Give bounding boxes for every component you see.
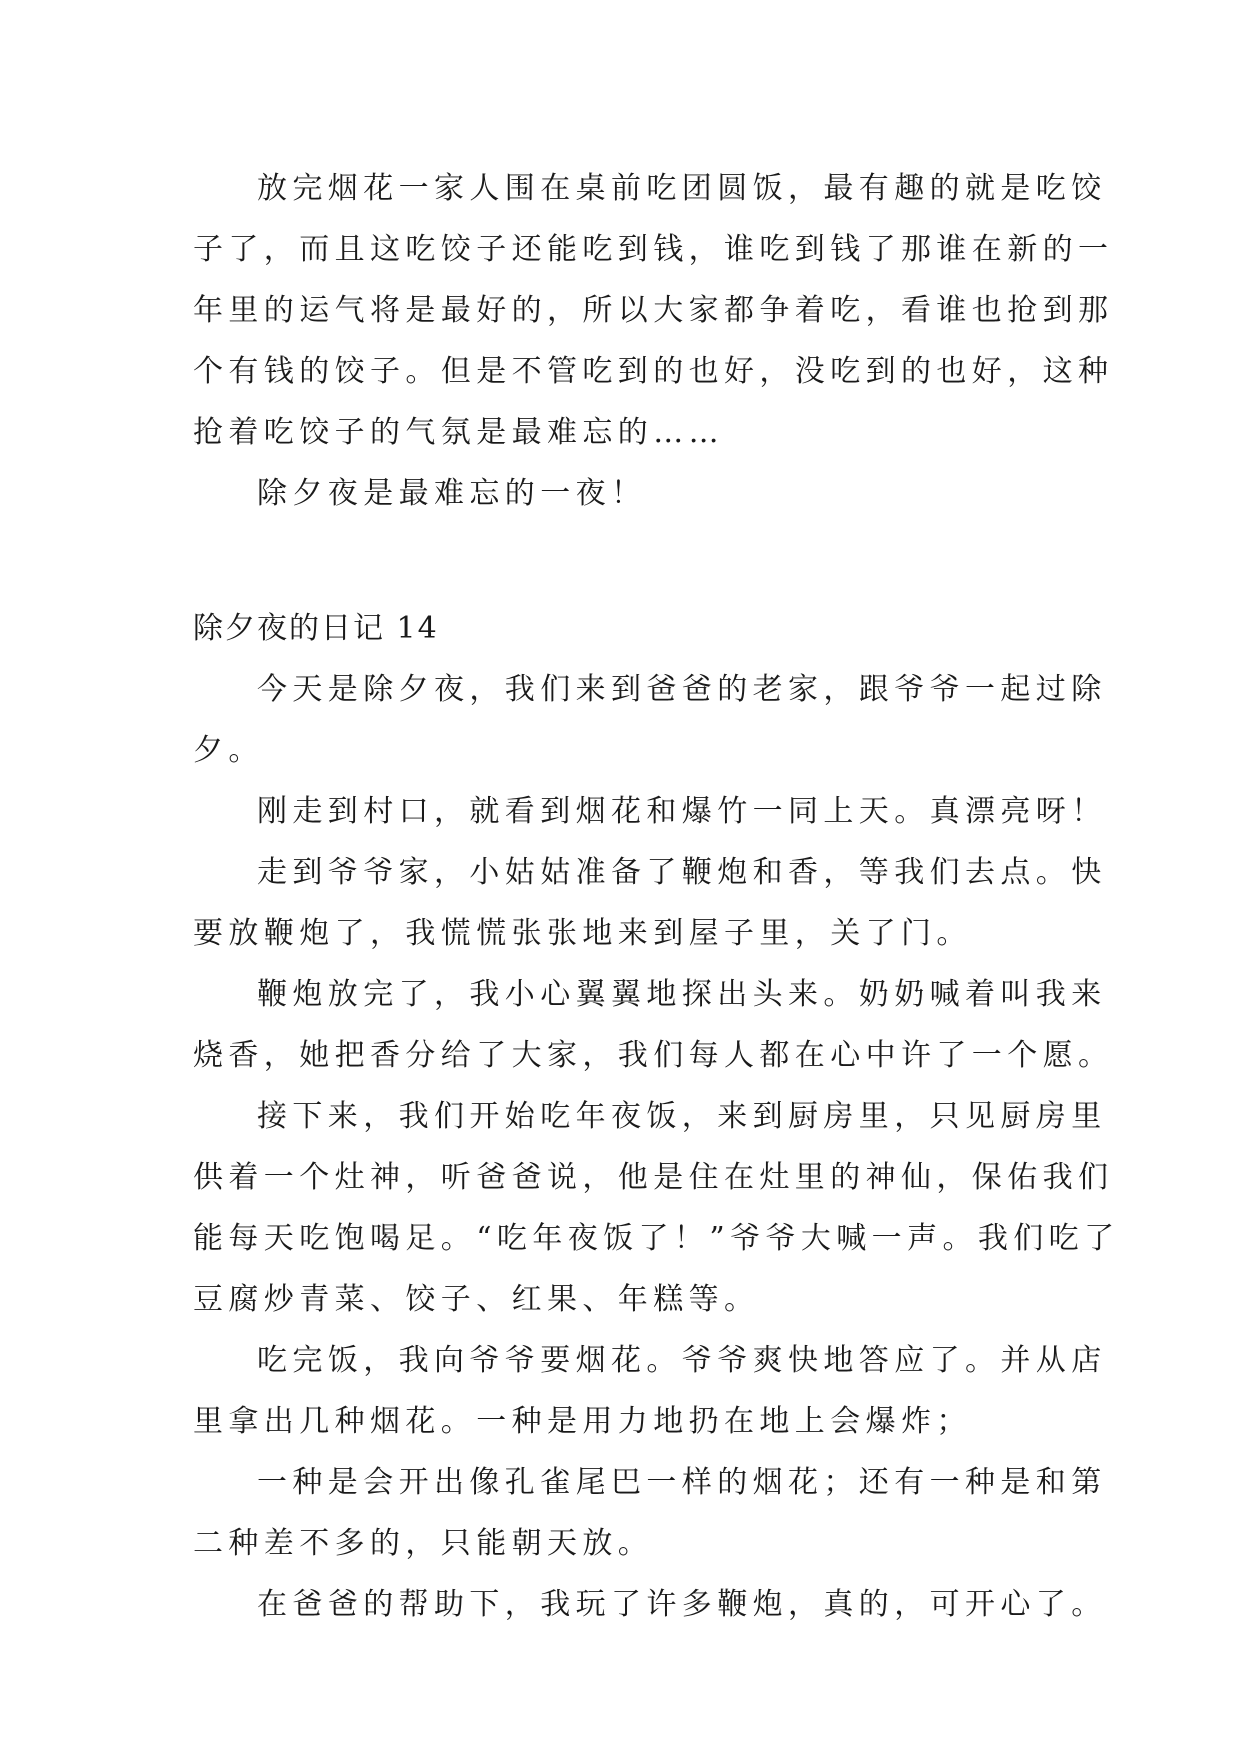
text-line: 年里的运气将是最好的，所以大家都争着吃，看谁也抢到那 (193, 293, 1114, 328)
text-line: 接下来，我们开始吃年夜饭，来到厨房里，只见厨房里 (257, 1099, 1107, 1134)
paragraph (193, 1574, 1107, 1635)
text-line: 在爸爸的帮助下，我玩了许多鞭炮，真的，可开心了。 (257, 1587, 1107, 1622)
text-line: 个有钱的饺子。但是不管吃到的也好，没吃到的也好，这种 (193, 354, 1114, 389)
text-line: 抢着吃饺子的气氛是最难忘的…… (193, 415, 724, 450)
paragraph (193, 1330, 1107, 1452)
paragraph (193, 463, 1063, 524)
paragraph (193, 781, 1107, 842)
text-line: 要放鞭炮了，我慌慌张张地来到屋子里，关了门。 (193, 916, 972, 951)
text-line: 走到爷爷家，小姑姑准备了鞭炮和香，等我们去点。快 (257, 855, 1107, 890)
text-line: 放完烟花一家人围在桌前吃团圆饭，最有趣的就是吃饺 (257, 171, 1107, 206)
document-page (193, 158, 1120, 1635)
section-spacer (193, 524, 1063, 598)
text-line: 豆腐炒青菜、饺子、红果、年糕等。 (193, 1282, 760, 1317)
text-line: 今天是除夕夜，我们来到爸爸的老家，跟爷爷一起过除 (257, 672, 1107, 707)
paragraph (193, 1452, 1107, 1574)
text-line: 里拿出几种烟花。一种是用力地扔在地上会爆炸； (193, 1404, 972, 1439)
text-line: 夕。 (193, 733, 264, 768)
text-line: 一种是会开出像孔雀尾巴一样的烟花；还有一种是和第 (257, 1465, 1107, 1500)
text-line: 刚走到村口，就看到烟花和爆竹一同上天。真漂亮呀！ (257, 794, 1107, 829)
text-line: 能每天吃饱喝足。“吃年夜饭了！”爷爷大喊一声。我们吃了 (193, 1221, 1120, 1256)
section-title: 除夕夜的日记 14 (193, 611, 439, 646)
paragraph (193, 1086, 1120, 1330)
paragraph (193, 842, 1107, 964)
paragraph (193, 964, 1114, 1086)
text-line: 子了，而且这吃饺子还能吃到钱，谁吃到钱了那谁在新的一 (193, 232, 1114, 267)
text-line: 二种差不多的，只能朝天放。 (193, 1526, 654, 1561)
text-line: 供着一个灶神，听爸爸说，他是住在灶里的神仙，保佑我们 (193, 1160, 1114, 1195)
paragraph (193, 158, 1114, 463)
text-line: 吃完饭，我向爷爷要烟花。爷爷爽快地答应了。并从店 (257, 1343, 1107, 1378)
text-line: 鞭炮放完了，我小心翼翼地探出头来。奶奶喊着叫我来 (257, 977, 1107, 1012)
text-line: 除夕夜是最难忘的一夜！ (257, 476, 647, 511)
paragraph (193, 659, 1107, 781)
text-line: 烧香，她把香分给了大家，我们每人都在心中许了一个愿。 (193, 1038, 1114, 1073)
